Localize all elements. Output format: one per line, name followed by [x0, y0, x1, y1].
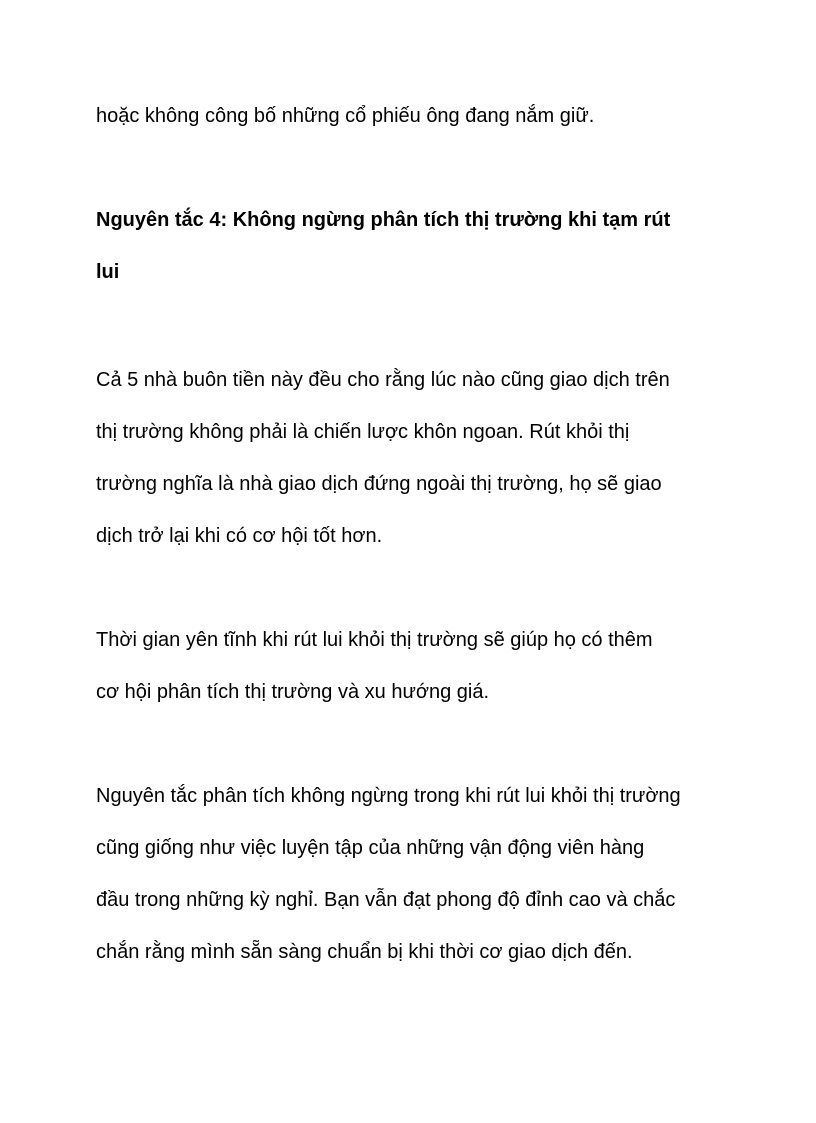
paragraph-line: Thời gian yên tĩnh khi rút lui khỏi thị trường sẽ giúp họ có thêm — [96, 629, 653, 651]
section-heading-line-1: Nguyên tắc 4: Không ngừng phân tích thị trường khi tạm rút — [96, 209, 671, 231]
paragraph-line: cũng giống như việc luyện tập của những vận động viên hàng — [96, 837, 645, 859]
paragraph-line: chắn rằng mình sẵn sàng chuẩn bị khi thời cơ giao dịch đến. — [96, 941, 633, 963]
intro-text-line: hoặc không công bố những cổ phiếu ông đang nắm giữ. — [96, 105, 595, 127]
paragraph-line: Cả 5 nhà buôn tiền này đều cho rằng lúc nào cũng giao dịch trên — [96, 369, 670, 391]
paragraph-line: Nguyên tắc phân tích không ngừng trong khi rút lui khỏi thị trường — [96, 785, 681, 807]
paragraph-line: trường nghĩa là nhà giao dịch đứng ngoài thị trường, họ sẽ giao — [96, 473, 662, 495]
paragraph-line: thị trường không phải là chiến lược khôn ngoan. Rút khỏi thị — [96, 421, 630, 443]
paragraph-line: cơ hội phân tích thị trường và xu hướng giá. — [96, 681, 489, 703]
paragraph-line: đầu trong những kỳ nghỉ. Bạn vẫn đạt phong độ đỉnh cao và chắc — [96, 889, 676, 911]
paragraph-line: dịch trở lại khi có cơ hội tốt hơn. — [96, 525, 383, 547]
section-heading-line-2: lui — [96, 261, 120, 283]
